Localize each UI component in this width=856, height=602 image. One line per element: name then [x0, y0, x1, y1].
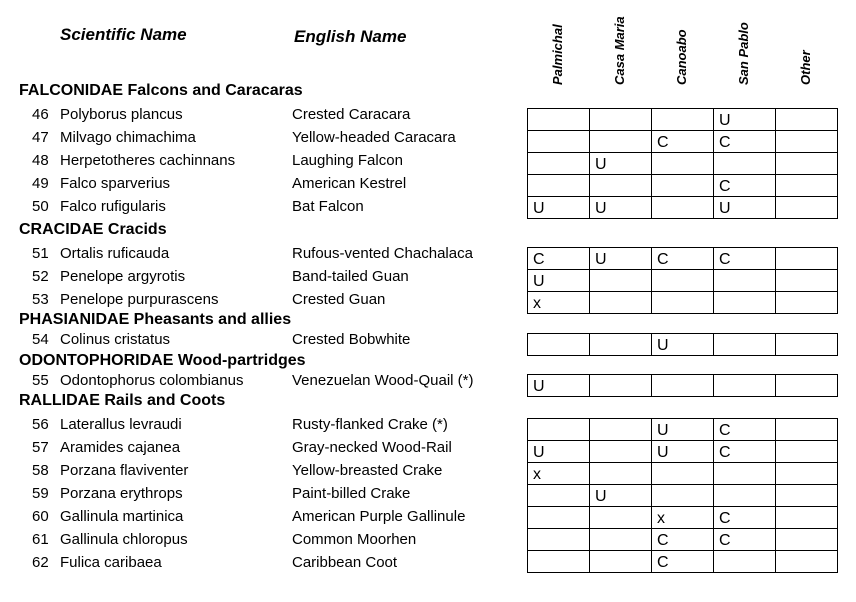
status-cell-casa-maria — [590, 419, 652, 441]
status-cell-san-pablo — [714, 292, 776, 314]
species-number: 58 — [32, 462, 49, 479]
status-cell-other — [776, 334, 838, 356]
english-name: Yellow-breasted Crake — [292, 462, 443, 479]
status-cell-other — [776, 248, 838, 270]
status-cell-palmichal: x — [528, 292, 590, 314]
grid-row — [528, 153, 838, 175]
status-cell-san-pablo — [714, 270, 776, 292]
status-cell-palmichal: U — [528, 270, 590, 292]
status-cell-casa-maria — [590, 334, 652, 356]
status-cell-casa-maria — [590, 441, 652, 463]
status-cell-palmichal — [528, 153, 590, 175]
scientific-name: Milvago chimachima — [60, 129, 196, 146]
grid-row — [528, 131, 838, 153]
scientific-name: Herpetotheres cachinnans — [60, 152, 236, 169]
english-name: Venezuelan Wood-Quail (*) — [292, 372, 474, 389]
english-name: Crested Caracara — [292, 106, 411, 123]
grid-row — [528, 529, 838, 551]
english-name: Gray-necked Wood-Rail — [292, 439, 452, 456]
scientific-name: Falco rufigularis — [60, 198, 166, 215]
status-cell-canoabo: C — [652, 248, 714, 270]
status-cell-other — [776, 197, 838, 219]
scientific-name: Porzana flaviventer — [60, 462, 189, 479]
status-cell-other — [776, 419, 838, 441]
scientific-name: Gallinula chloropus — [60, 531, 188, 548]
status-cell-palmichal — [528, 175, 590, 197]
species-number: 52 — [32, 268, 49, 285]
status-cell-san-pablo: C — [714, 419, 776, 441]
grid-row — [528, 270, 838, 292]
english-name: Yellow-headed Caracara — [292, 129, 456, 146]
presence-grid — [527, 247, 838, 314]
status-cell-canoabo: C — [652, 551, 714, 573]
status-cell-canoabo — [652, 153, 714, 175]
presence-grid — [527, 108, 838, 219]
species-number: 56 — [32, 416, 49, 433]
status-cell-casa-maria: U — [590, 485, 652, 507]
status-cell-san-pablo — [714, 463, 776, 485]
status-cell-canoabo: C — [652, 131, 714, 153]
status-cell-other — [776, 551, 838, 573]
species-number: 48 — [32, 152, 49, 169]
scientific-name: Polyborus plancus — [60, 106, 183, 123]
english-name: Crested Bobwhite — [292, 331, 411, 348]
status-cell-palmichal — [528, 551, 590, 573]
scientific-name: Laterallus levraudi — [60, 416, 182, 433]
presence-grid — [527, 418, 838, 573]
status-cell-palmichal — [528, 507, 590, 529]
status-cell-other — [776, 175, 838, 197]
status-cell-palmichal: U — [528, 441, 590, 463]
english-name-header: English Name — [294, 27, 407, 46]
species-number: 54 — [32, 331, 49, 348]
species-number: 59 — [32, 485, 49, 502]
status-cell-canoabo — [652, 270, 714, 292]
status-cell-palmichal: C — [528, 248, 590, 270]
status-cell-other — [776, 441, 838, 463]
scientific-name: Falco sparverius — [60, 175, 171, 192]
status-cell-other — [776, 131, 838, 153]
status-cell-canoabo — [652, 109, 714, 131]
status-cell-san-pablo — [714, 375, 776, 397]
status-cell-casa-maria — [590, 109, 652, 131]
status-cell-other — [776, 507, 838, 529]
status-cell-san-pablo: C — [714, 175, 776, 197]
status-cell-san-pablo: U — [714, 109, 776, 131]
status-cell-casa-maria — [590, 507, 652, 529]
english-name: American Kestrel — [292, 175, 407, 192]
status-cell-casa-maria — [590, 175, 652, 197]
status-cell-canoabo: x — [652, 507, 714, 529]
status-cell-other — [776, 109, 838, 131]
english-name: Rufous-vented Chachalaca — [292, 245, 473, 262]
status-cell-san-pablo — [714, 153, 776, 175]
status-cell-canoabo — [652, 463, 714, 485]
family-heading: RALLIDAE Rails and Coots — [19, 392, 226, 409]
scientific-name: Penelope purpurascens — [60, 291, 219, 308]
column-header-palmichal: Palmichal — [550, 24, 565, 85]
grid-row — [528, 334, 838, 356]
scientific-name: Porzana erythrops — [60, 485, 183, 502]
status-cell-san-pablo: C — [714, 131, 776, 153]
grid-row — [528, 175, 838, 197]
family-heading: PHASIANIDAE Pheasants and allies — [19, 311, 292, 328]
english-name: Rusty-flanked Crake (*) — [292, 416, 448, 433]
species-number: 47 — [32, 129, 49, 146]
status-cell-casa-maria: U — [590, 153, 652, 175]
grid-row — [528, 463, 838, 485]
status-cell-palmichal — [528, 109, 590, 131]
status-cell-san-pablo — [714, 334, 776, 356]
column-header-san-pablo: San Pablo — [736, 22, 751, 85]
grid-row — [528, 419, 838, 441]
presence-grid — [527, 374, 838, 397]
status-cell-other — [776, 375, 838, 397]
status-cell-canoabo — [652, 292, 714, 314]
species-number: 62 — [32, 554, 49, 571]
english-name: Laughing Falcon — [292, 152, 403, 169]
grid-row — [528, 375, 838, 397]
status-cell-casa-maria — [590, 292, 652, 314]
status-cell-san-pablo: C — [714, 441, 776, 463]
status-cell-other — [776, 463, 838, 485]
english-name: Common Moorhen — [292, 531, 417, 548]
english-name: Bat Falcon — [292, 198, 364, 215]
status-cell-canoabo — [652, 197, 714, 219]
scientific-name: Ortalis ruficauda — [60, 245, 170, 262]
status-cell-san-pablo: U — [714, 197, 776, 219]
status-cell-casa-maria: U — [590, 248, 652, 270]
status-cell-canoabo: U — [652, 441, 714, 463]
english-name: Paint-billed Crake — [292, 485, 411, 502]
presence-grid — [527, 333, 838, 356]
status-cell-casa-maria — [590, 375, 652, 397]
scientific-name: Fulica caribaea — [60, 554, 162, 571]
status-cell-san-pablo — [714, 485, 776, 507]
grid-row — [528, 551, 838, 573]
status-cell-palmichal — [528, 334, 590, 356]
column-header-casa-maria: Casa Maria — [612, 16, 627, 85]
status-cell-palmichal — [528, 131, 590, 153]
status-cell-other — [776, 153, 838, 175]
grid-row — [528, 109, 838, 131]
status-cell-palmichal — [528, 529, 590, 551]
scientific-name: Odontophorus colombianus — [60, 372, 244, 389]
status-cell-palmichal — [528, 419, 590, 441]
status-cell-other — [776, 529, 838, 551]
status-cell-canoabo — [652, 175, 714, 197]
grid-row — [528, 292, 838, 314]
scientific-name: Gallinula martinica — [60, 508, 184, 525]
status-cell-canoabo: U — [652, 334, 714, 356]
species-number: 51 — [32, 245, 49, 262]
status-cell-casa-maria — [590, 131, 652, 153]
status-cell-san-pablo — [714, 551, 776, 573]
column-header-other: Other — [798, 50, 813, 85]
status-cell-palmichal — [528, 485, 590, 507]
english-name: American Purple Gallinule — [292, 508, 466, 525]
grid-row — [528, 197, 838, 219]
status-cell-san-pablo: C — [714, 529, 776, 551]
scientific-name: Aramides cajanea — [60, 439, 181, 456]
status-cell-san-pablo: C — [714, 248, 776, 270]
status-cell-other — [776, 292, 838, 314]
family-heading: ODONTOPHORIDAE Wood-partridges — [19, 352, 306, 369]
species-number: 60 — [32, 508, 49, 525]
species-number: 50 — [32, 198, 49, 215]
grid-row — [528, 248, 838, 270]
species-number: 53 — [32, 291, 49, 308]
scientific-name: Colinus cristatus — [60, 331, 171, 348]
family-heading: CRACIDAE Cracids — [19, 221, 167, 238]
english-name: Crested Guan — [292, 291, 386, 308]
grid-row — [528, 485, 838, 507]
species-number: 49 — [32, 175, 49, 192]
scientific-name-header: Scientific Name — [60, 25, 187, 44]
status-cell-casa-maria — [590, 270, 652, 292]
grid-row — [528, 507, 838, 529]
status-cell-palmichal: U — [528, 197, 590, 219]
species-number: 61 — [32, 531, 49, 548]
grid-row — [528, 441, 838, 463]
status-cell-canoabo: C — [652, 529, 714, 551]
status-cell-canoabo: U — [652, 419, 714, 441]
status-cell-casa-maria: U — [590, 197, 652, 219]
status-cell-san-pablo: C — [714, 507, 776, 529]
status-cell-palmichal: x — [528, 463, 590, 485]
status-cell-other — [776, 270, 838, 292]
status-cell-palmichal: U — [528, 375, 590, 397]
species-number: 57 — [32, 439, 49, 456]
status-cell-casa-maria — [590, 463, 652, 485]
species-number: 46 — [32, 106, 49, 123]
column-header-canoabo: Canoabo — [674, 29, 689, 85]
family-heading: FALCONIDAE Falcons and Caracaras — [19, 82, 303, 99]
english-name: Band-tailed Guan — [292, 268, 409, 285]
status-cell-other — [776, 485, 838, 507]
species-number: 55 — [32, 372, 49, 389]
status-cell-canoabo — [652, 375, 714, 397]
english-name: Caribbean Coot — [292, 554, 398, 571]
status-cell-canoabo — [652, 485, 714, 507]
status-cell-casa-maria — [590, 551, 652, 573]
scientific-name: Penelope argyrotis — [60, 268, 186, 285]
status-cell-casa-maria — [590, 529, 652, 551]
